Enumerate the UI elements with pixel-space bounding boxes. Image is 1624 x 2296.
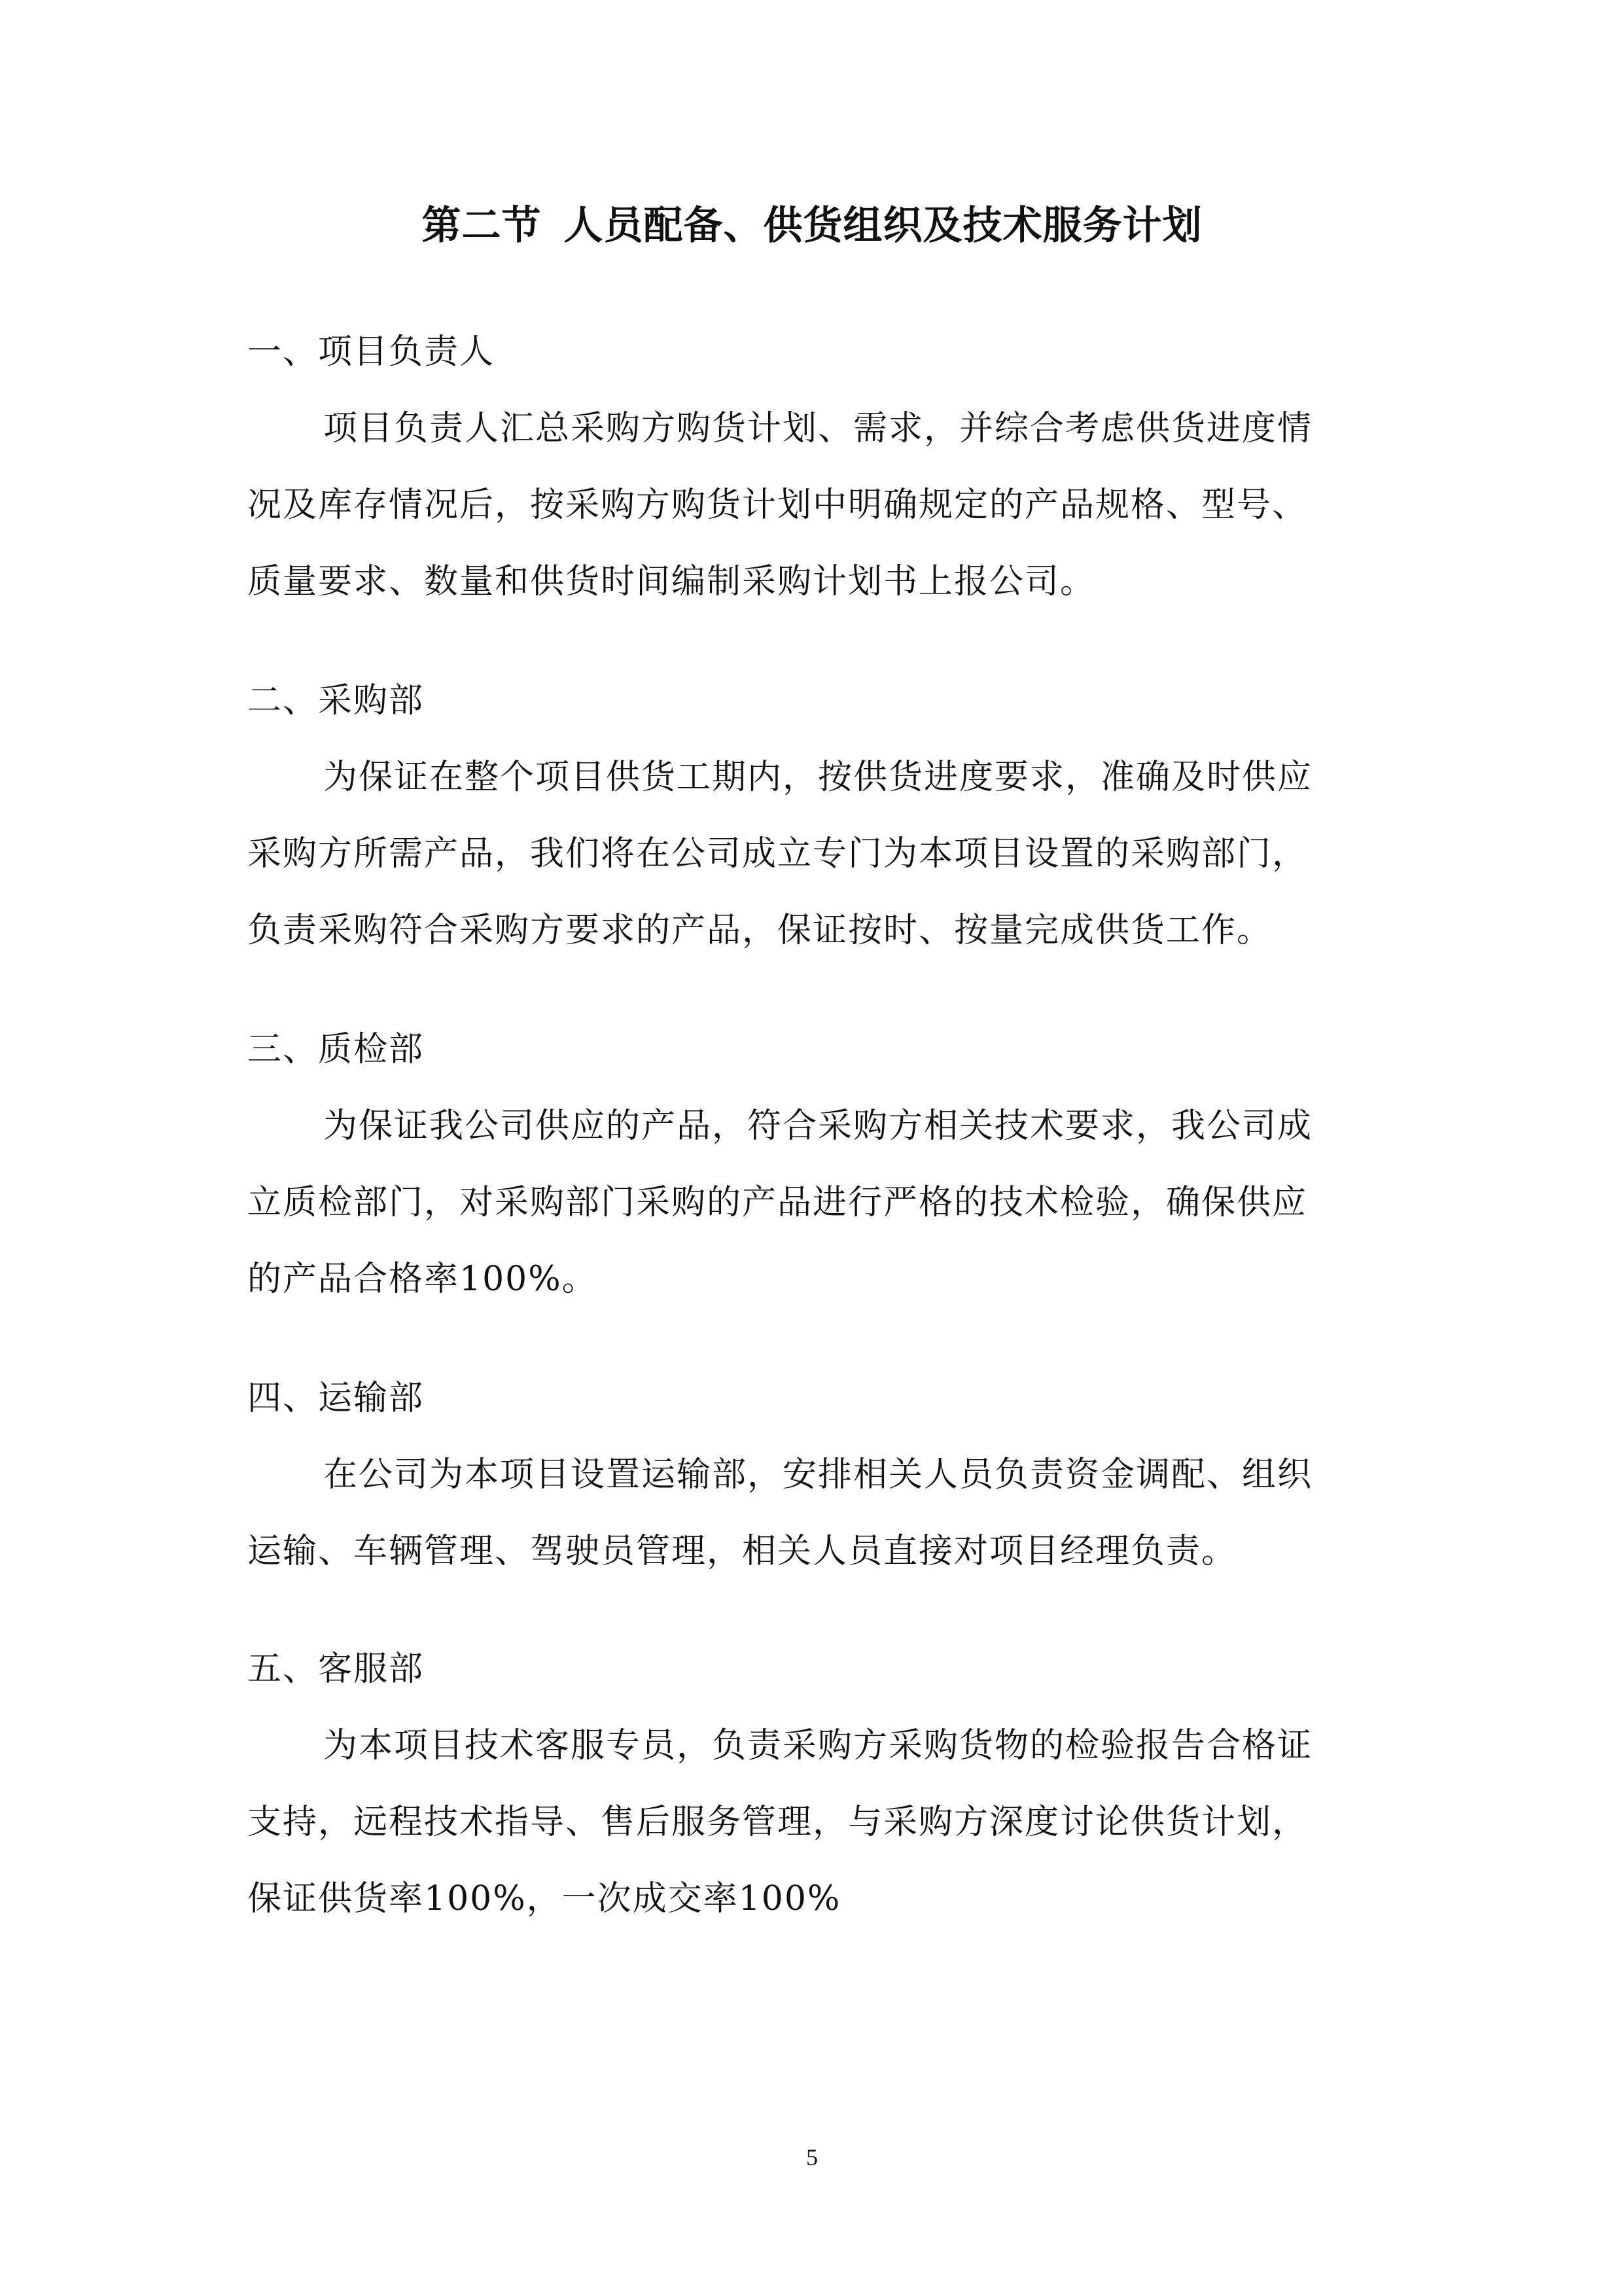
page-title: [0, 196, 1624, 255]
section-heading: 一、项目负责人: [247, 332, 495, 372]
page-number: 5: [806, 2144, 818, 2170]
paragraph-line: 立质检部门，对采购部门采购的产品进行严格的技术检验，确保供应: [247, 1183, 1308, 1222]
section-project-manager: [247, 314, 1399, 620]
section-heading: 五、客服部: [247, 1650, 425, 1689]
paragraph-line: 运输、车辆管理、驾驶员管理，相关人员直接对项目经理负责。: [247, 1532, 1237, 1571]
paragraph-line: 为保证我公司供应的产品，符合采购方相关技术要求，我公司成: [323, 1106, 1313, 1146]
title-text: 人员配备、供货组织及技术服务计划: [563, 203, 1203, 249]
section-procurement: [247, 663, 1399, 969]
paragraph-line: 采购方所需产品，我们将在公司成立专门为本项目设置的采购部门，: [247, 834, 1308, 874]
section-transportation: [247, 1360, 1399, 1590]
title-section-label: 第二节: [421, 203, 542, 249]
paragraph-line: 为本项目技术客服专员，负责采购方采购货物的检验报告合格证: [323, 1726, 1313, 1765]
paragraph-line: 支持，远程技术指导、售后服务管理，与采购方深度讨论供货计划，: [247, 1803, 1308, 1842]
paragraph-line: 的产品合格率100%。: [247, 1260, 597, 1299]
section-customer-service: [247, 1631, 1399, 1937]
section-heading: 二、采购部: [247, 681, 425, 720]
section-heading: 三、质检部: [247, 1030, 425, 1069]
paragraph-line: 况及库存情况后，按采购方购货计划中明确规定的产品规格、型号、: [247, 486, 1308, 525]
paragraph-line: 保证供货率100%，一次成交率100%: [247, 1879, 841, 1918]
paragraph-line: 为保证在整个项目供货工期内，按供货进度要求，准确及时供应: [323, 758, 1313, 797]
section-heading: 四、运输部: [247, 1379, 425, 1418]
paragraph-line: 项目负责人汇总采购方购货计划、需求，并综合考虑供货进度情: [323, 409, 1313, 448]
paragraph-line: 在公司为本项目设置运输部，安排相关人员负责资金调配、组织: [323, 1455, 1313, 1494]
paragraph-line: 质量要求、数量和供货时间编制采购计划书上报公司。: [247, 562, 1096, 601]
paragraph-line: 负责采购符合采购方要求的产品，保证按时、按量完成供货工作。: [247, 911, 1273, 950]
section-quality-inspection: [247, 1012, 1399, 1318]
